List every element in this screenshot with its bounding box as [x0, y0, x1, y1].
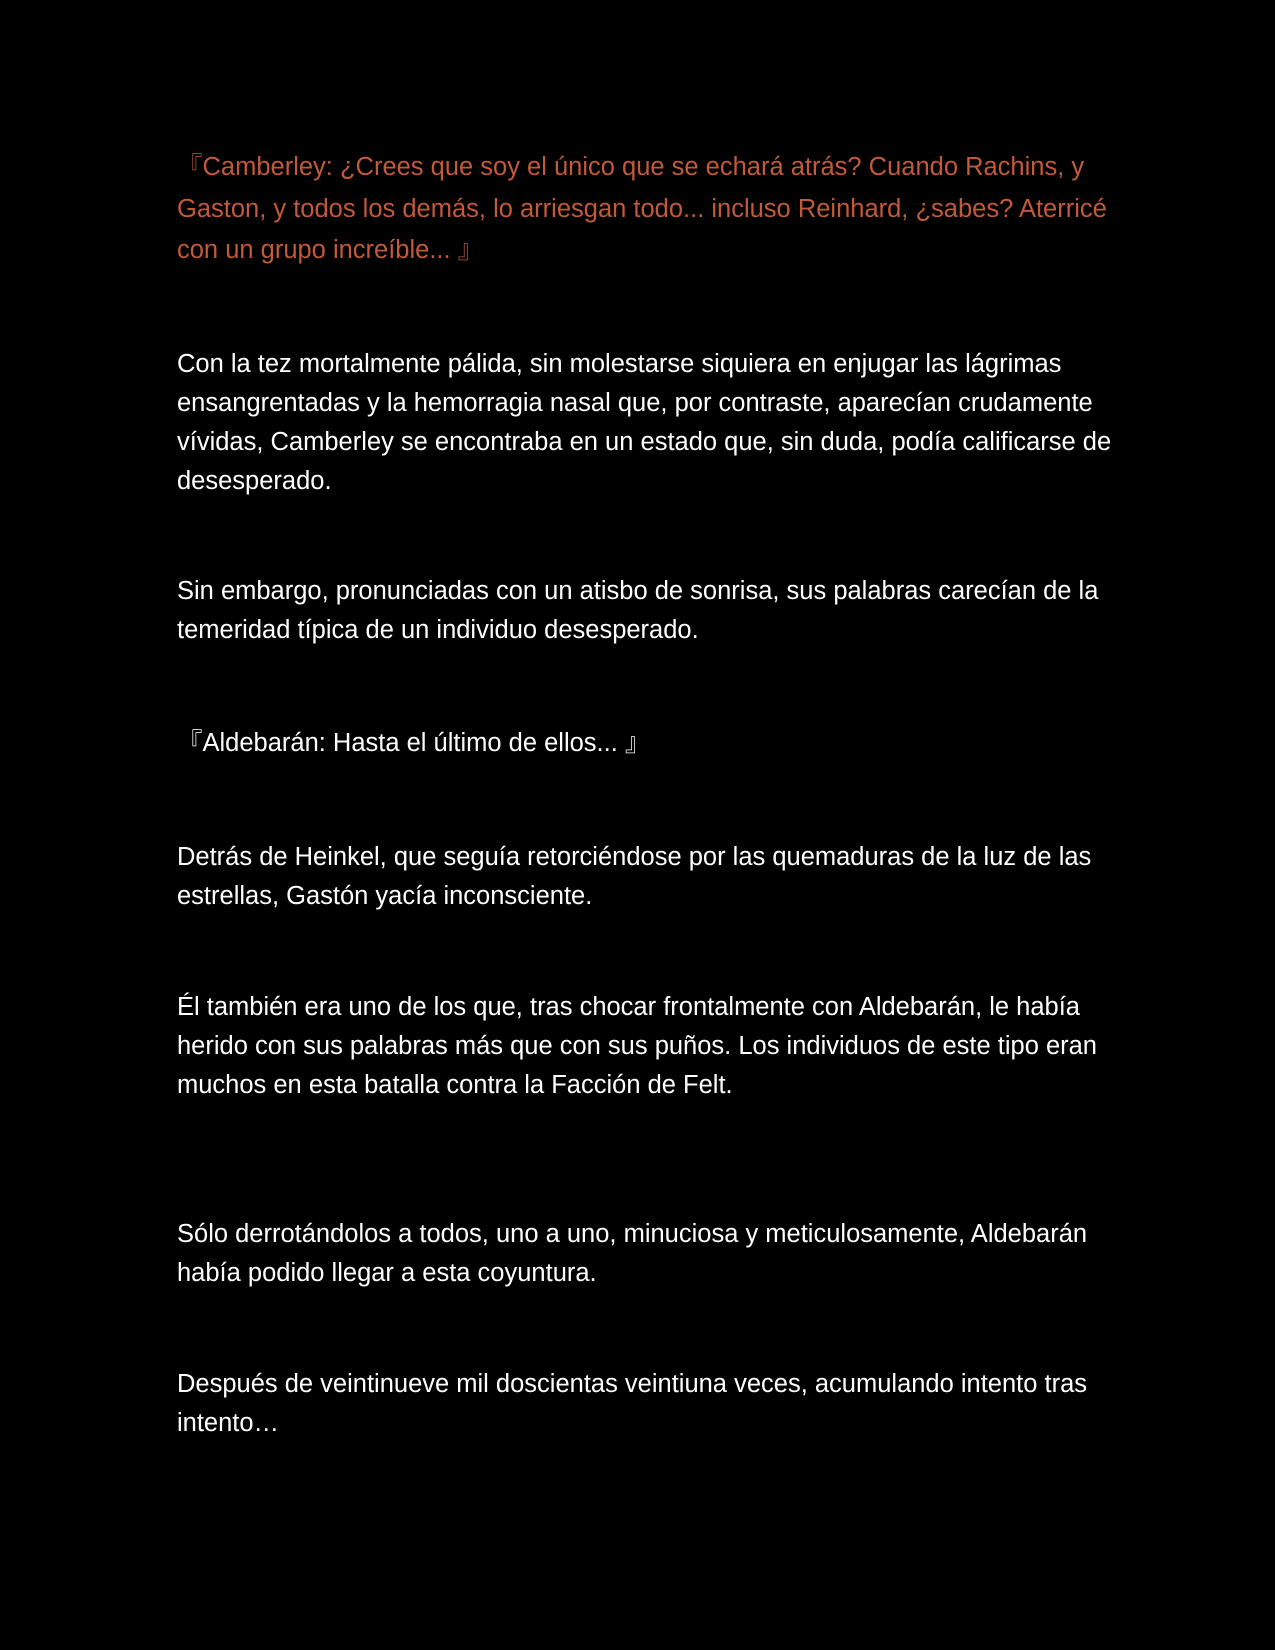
narration-paragraph: Detrás de Heinkel, que seguía retorciéndose por las quemaduras de la luz de las estrellas, Gastón yacía inconsciente.: [177, 843, 1092, 910]
narration-paragraph: Él también era uno de los que, tras chocar frontalmente con Aldebarán, le había herido con sus palabras más que con sus puños. Los individuos de este tipo eran muchos en esta batalla contra la Facción de Felt.: [177, 993, 1097, 1099]
narration-paragraph: Después de veintinueve mil doscientas veintiuna veces, acumulando intento tras intento…: [177, 1370, 1088, 1437]
narration-paragraph: Sólo derrotándolos a todos, uno a uno, minuciosa y meticulosamente, Aldebarán había podido llegar a esta coyuntura.: [177, 1220, 1088, 1287]
dialogue-camberley: 『Camberley: ¿Crees que soy el único que se echará atrás? Cuando Rachins, y Gaston, y todos los demás, lo arriesgan todo... incluso Reinhard, ¿sabes? Aterricé con un grupo increíble... 』: [177, 153, 1107, 264]
narration-paragraph: Con la tez mortalmente pálida, sin molestarse siquiera en enjugar las lágrimas ensangrentadas y la hemorragia nasal que, por contraste, aparecían crudamente vívidas, Camberley se encontraba en un estado que, sin duda, podía calificarse de desesperado.: [177, 350, 1112, 495]
dialogue-aldebaran: 『Aldebarán: Hasta el último de ellos... 』: [177, 729, 651, 757]
narration-paragraph: Sin embargo, pronunciadas con un atisbo de sonrisa, sus palabras carecían de la temeridad típica de un individuo desesperado.: [177, 577, 1099, 644]
